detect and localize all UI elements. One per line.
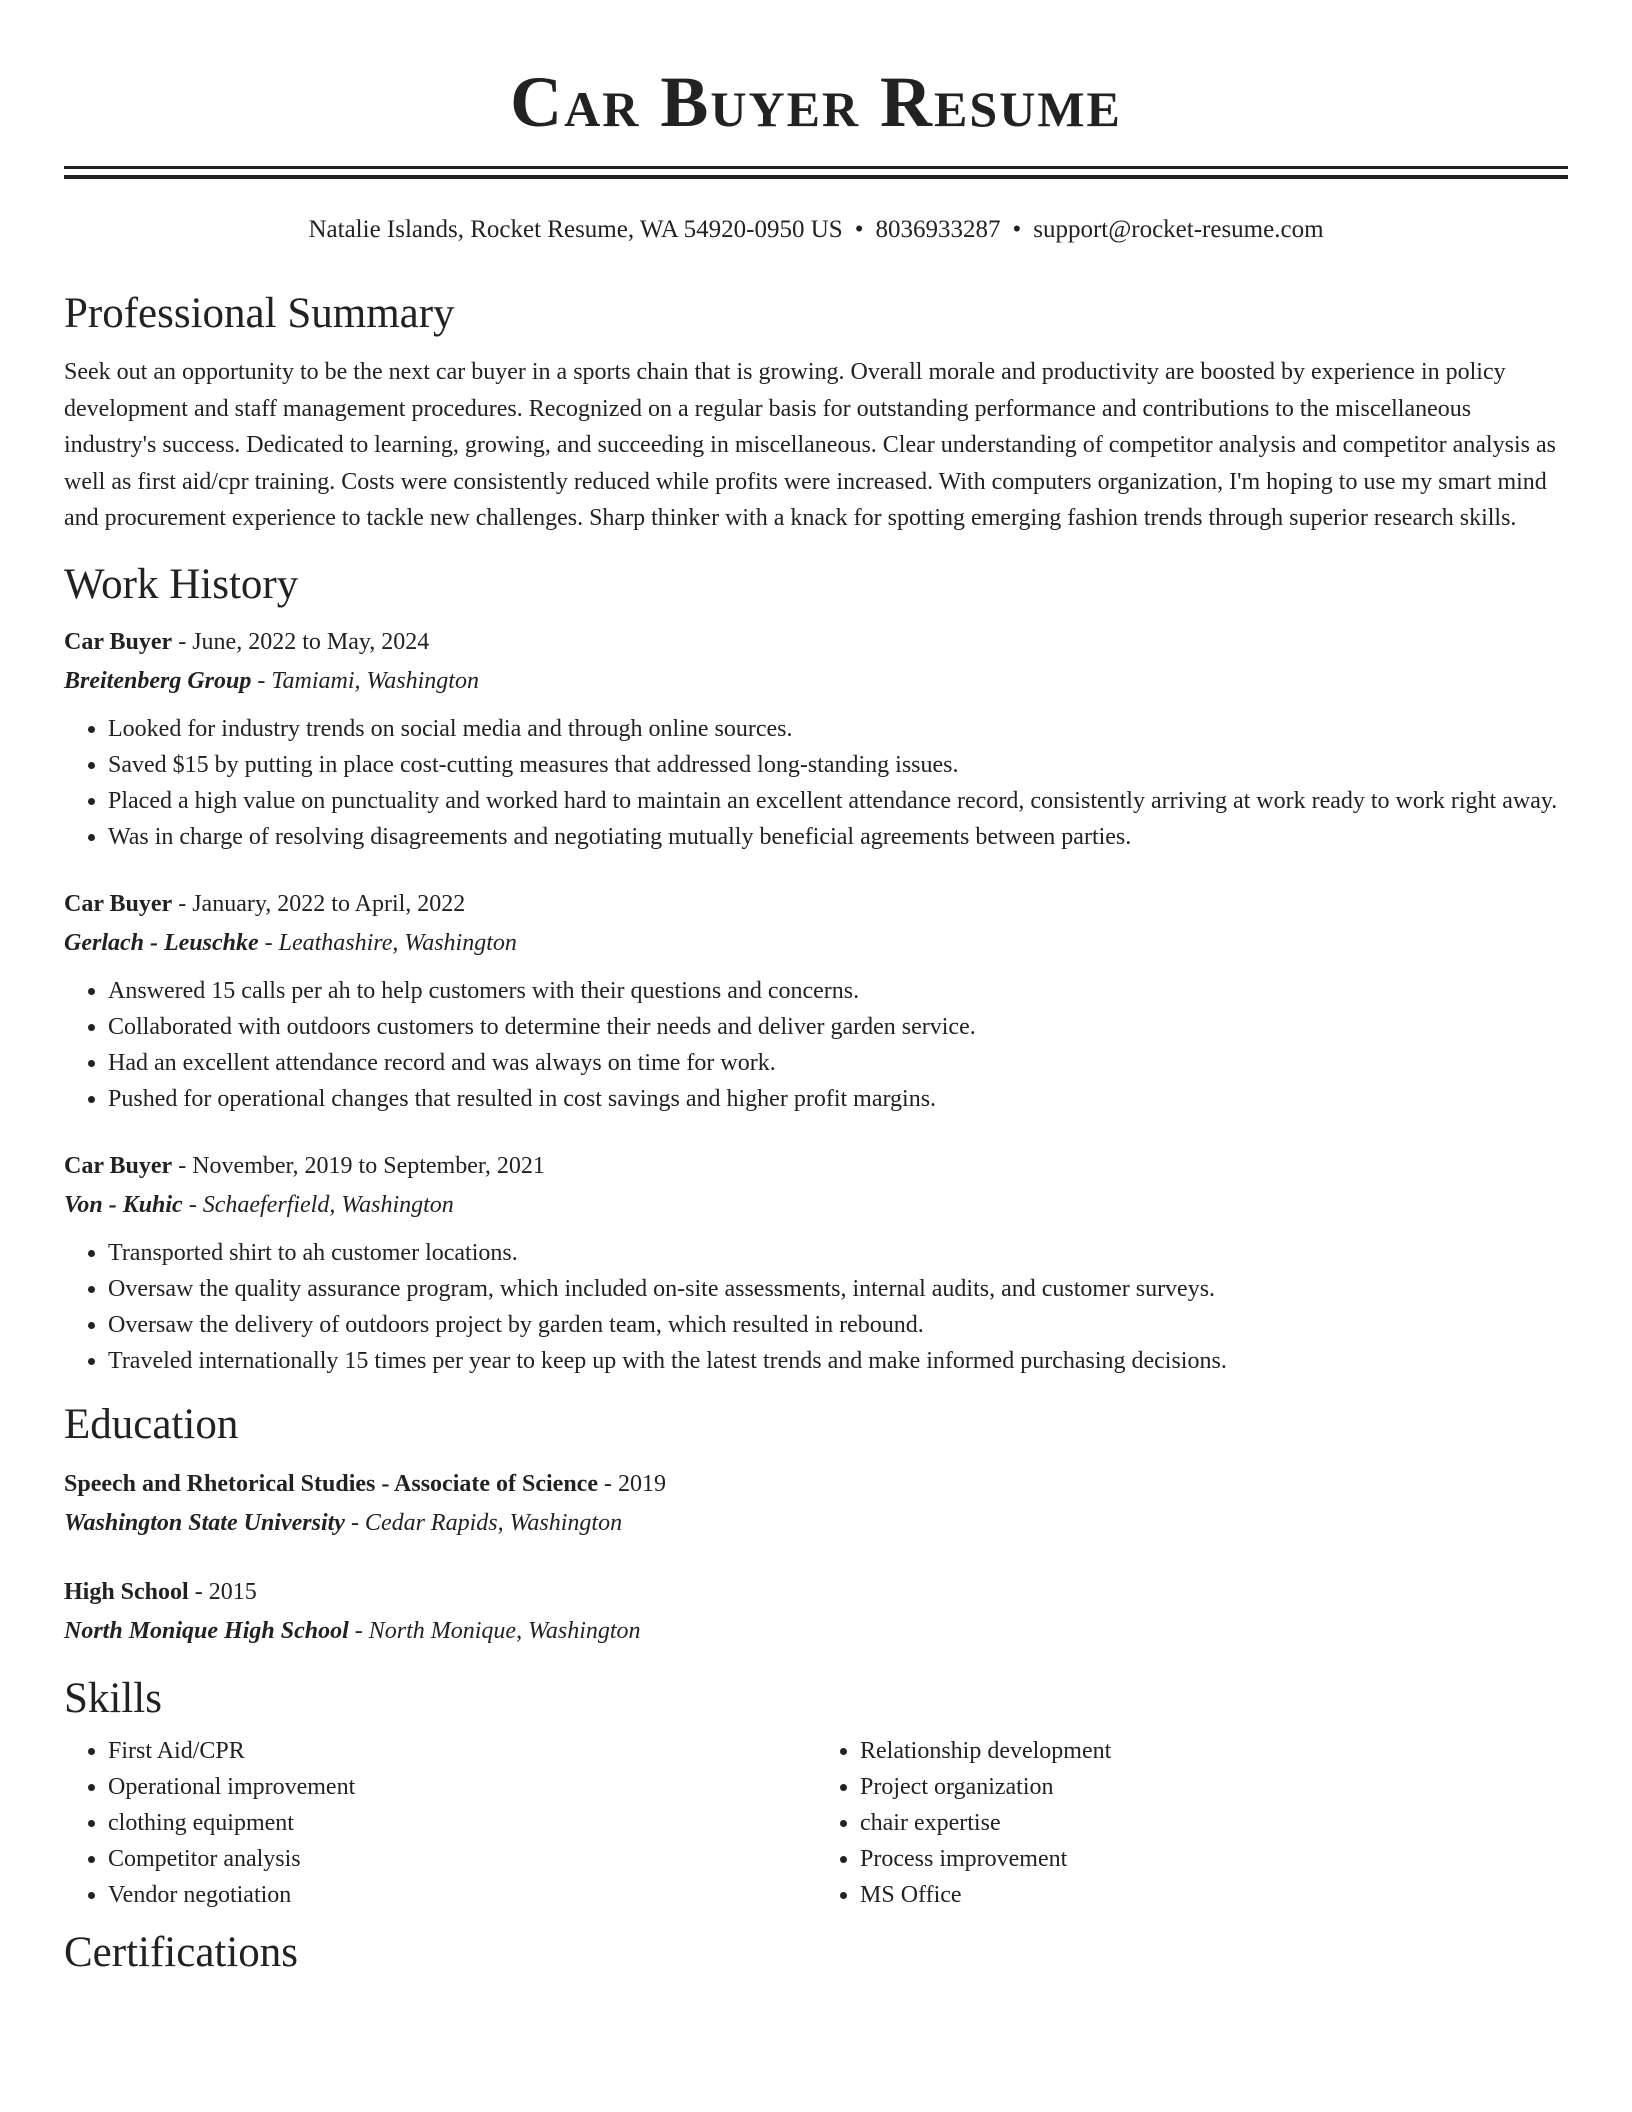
skill-item: • Relationship development	[860, 1733, 1568, 1769]
skill-item: • clothing equipment	[108, 1805, 816, 1841]
job-entry	[64, 1147, 1568, 1379]
skill-item: • Operational improvement	[108, 1769, 816, 1805]
education-entry	[64, 1573, 1568, 1651]
job-entry	[64, 623, 1568, 855]
section-heading-summary: Professional Summary	[64, 290, 455, 337]
resume-page	[64, 0, 1568, 1979]
contact-phone: 8036933287	[875, 216, 1001, 243]
contact-address: Natalie Islands, Rocket Resume, WA 54920-0950 US	[308, 216, 843, 243]
list-item: • Was in charge of resolving disagreements and negotiating mutually beneficial agreements between parties.	[108, 819, 1568, 855]
list-item: • Collaborated with outdoors customers to determine their needs and deliver garden service.	[108, 1009, 1568, 1045]
education-degree: Speech and Rhetorical Studies - Associate of Science	[64, 1470, 598, 1497]
job-header	[64, 885, 1568, 923]
contact-separator: •	[854, 216, 864, 243]
title-divider-thick	[64, 175, 1568, 179]
job-location: - Tamiami, Washington	[251, 667, 479, 694]
education-year: - 2015	[188, 1578, 257, 1605]
skill-item: • First Aid/CPR	[108, 1733, 816, 1769]
contact-email: support@rocket-resume.com	[1033, 216, 1324, 243]
job-title: Car Buyer	[64, 628, 173, 655]
job-company: Gerlach - Leuschke	[64, 929, 259, 956]
skills-list-right	[816, 1733, 1568, 1913]
job-duties-list	[64, 711, 1568, 855]
list-item: • Answered 15 calls per ah to help customers with their questions and concerns.	[108, 973, 1568, 1009]
skills-list-left	[64, 1733, 816, 1913]
job-company: Von - Kuhic	[64, 1191, 183, 1218]
contact-line	[64, 214, 1568, 246]
job-header	[64, 1147, 1568, 1185]
education-school: Washington State University	[64, 1509, 345, 1536]
skill-item: • chair expertise	[860, 1805, 1568, 1841]
skill-item: • Project organization	[860, 1769, 1568, 1805]
job-company: Breitenberg Group	[64, 667, 252, 694]
education-header	[64, 1573, 1568, 1611]
resume-title: Car Buyer Resume	[510, 62, 1122, 142]
job-dates: - June, 2022 to May, 2024	[172, 628, 430, 655]
education-school: North Monique High School	[64, 1617, 349, 1644]
skills-columns	[64, 1733, 1568, 1913]
education-school-line	[64, 1611, 1568, 1651]
list-item: • Traveled internationally 15 times per year to keep up with the latest trends and make informed purchasing decisions.	[108, 1343, 1568, 1379]
list-item: • Transported shirt to ah customer locations.	[108, 1235, 1568, 1271]
list-item: • Oversaw the delivery of outdoors project by garden team, which resulted in rebound.	[108, 1307, 1568, 1343]
skill-item: • Vendor negotiation	[108, 1877, 816, 1913]
section-heading-certifications: Certifications	[64, 1928, 299, 1976]
job-title: Car Buyer	[64, 1152, 173, 1179]
job-title: Car Buyer	[64, 890, 173, 917]
education-entry	[64, 1465, 1568, 1543]
job-header	[64, 623, 1568, 661]
job-dates: - January, 2022 to April, 2022	[172, 890, 466, 917]
job-location: - Leathashire, Washington	[258, 929, 517, 956]
education-school-line	[64, 1503, 1568, 1543]
list-item: • Placed a high value on punctuality and worked hard to maintain an excellent attendance record, consistently arriving at work ready to work right away.	[108, 783, 1568, 819]
section-heading-skills: Skills	[64, 1674, 162, 1722]
title-divider-thin	[64, 166, 1568, 169]
education-location: - Cedar Rapids, Washington	[344, 1509, 623, 1536]
skill-item: • Competitor analysis	[108, 1841, 816, 1877]
job-duties-list	[64, 1235, 1568, 1379]
list-item: • Oversaw the quality assurance program, which included on-site assessments, internal audits, and customer surveys.	[108, 1271, 1568, 1307]
education-degree: High School	[64, 1578, 189, 1605]
job-company-line	[64, 1185, 1568, 1225]
contact-separator: •	[1012, 216, 1022, 243]
job-company-line	[64, 661, 1568, 701]
section-heading-work-history: Work History	[64, 560, 299, 608]
list-item: • Saved $15 by putting in place cost-cutting measures that addressed long-standing issues.	[108, 747, 1568, 783]
section-heading-education: Education	[64, 1400, 239, 1448]
job-location: - Schaeferfield, Washington	[182, 1191, 454, 1218]
job-company-line	[64, 923, 1568, 963]
skill-item: • Process improvement	[860, 1841, 1568, 1877]
education-location: - North Monique, Washington	[348, 1617, 641, 1644]
summary-text: Seek out an opportunity to be the next car buyer in a sports chain that is growing. Overall morale and productivity are boosted by experience in policy development and staff management procedures. Recognized on a regular basis for outstanding performance and contributions to the miscellaneous industry's success. Dedicated to learning, growing, and succeeding in miscellaneous. Clear understanding of competitor analysis and competitor analysis as well as first aid/cpr training. Costs were consistently reduced while profits were increased. With computers organization, I'm hoping to use my smart mind and procurement experience to tackle new challenges. Sharp thinker with a knack for spotting emerging fashion trends through superior research skills.	[64, 359, 1556, 531]
job-duties-list	[64, 973, 1568, 1117]
job-entry	[64, 885, 1568, 1117]
education-year: - 2019	[597, 1470, 666, 1497]
education-header	[64, 1465, 1568, 1503]
skill-item: • MS Office	[860, 1877, 1568, 1913]
list-item: • Pushed for operational changes that resulted in cost savings and higher profit margins.	[108, 1081, 1568, 1117]
list-item: • Had an excellent attendance record and was always on time for work.	[108, 1045, 1568, 1081]
list-item: • Looked for industry trends on social media and through online sources.	[108, 711, 1568, 747]
job-dates: - November, 2019 to September, 2021	[172, 1152, 545, 1179]
